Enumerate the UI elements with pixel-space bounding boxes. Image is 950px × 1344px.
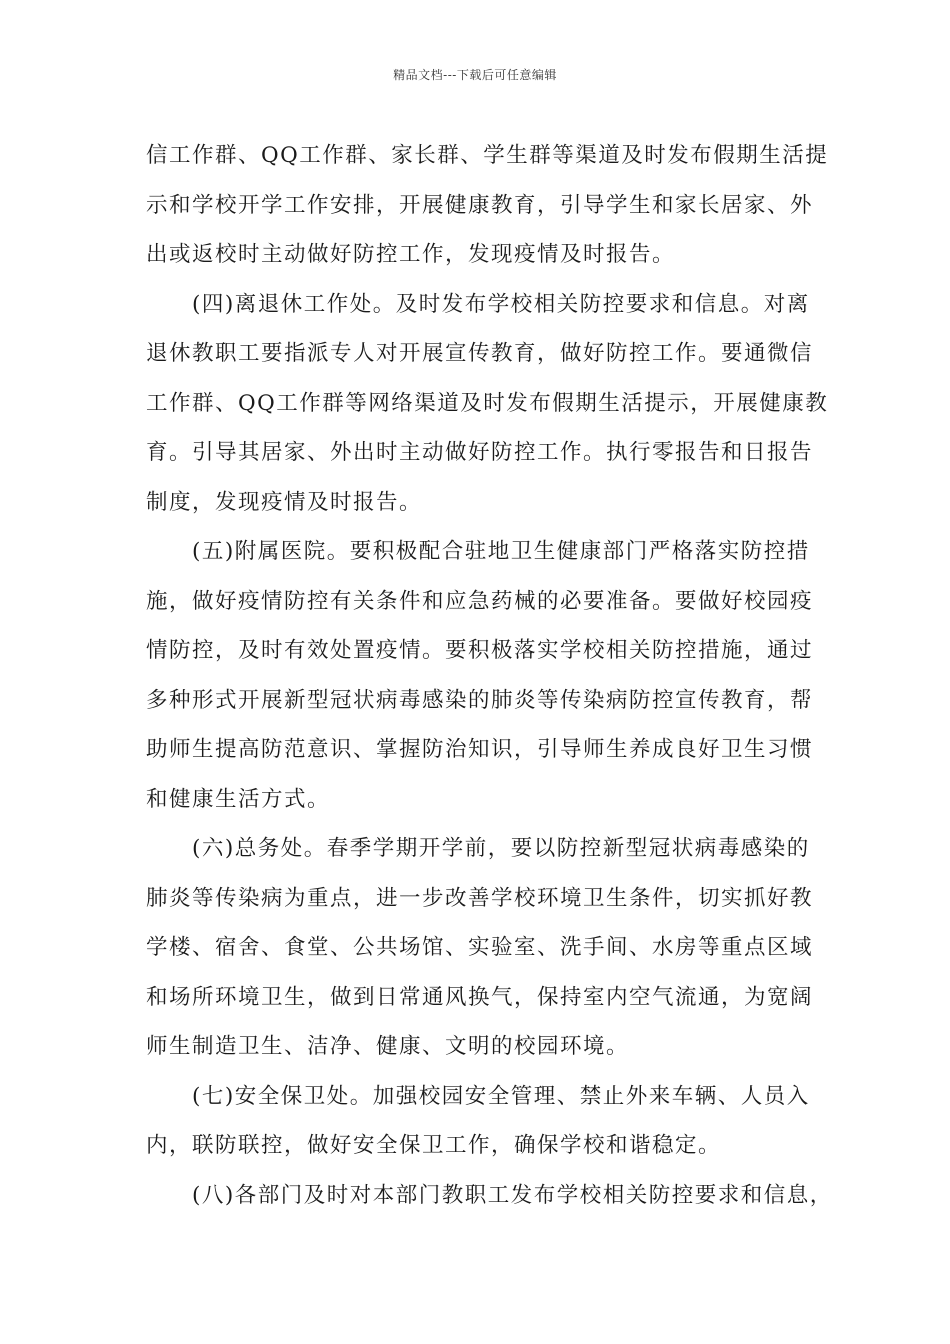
paragraph-security-office <box>146 1072 810 1171</box>
text-line: 育。引导其居家、外出时主动做好防控工作。执行零报告和日报告 <box>146 440 814 465</box>
paragraph-general-affairs <box>146 824 814 1072</box>
text-line: 肺炎等传染病为重点，进一步改善学校环境卫生条件，切实抓好教 <box>146 885 814 911</box>
page-header: 精品文档---下载后可任意编辑 <box>393 68 557 82</box>
text-line: (七)安全保卫处。加强校园安全管理、禁止外来车辆、人员入 <box>192 1083 810 1109</box>
text-line: 退休教职工要指派专人对开展宣传教育，做好防控工作。要通微信 <box>146 341 814 366</box>
text-line: 和场所环境卫生，做到日常通风换气，保持室内空气流通，为宽阔 <box>146 984 814 1010</box>
text-line: (八)各部门及时对本部门教职工发布学校相关防控要求和信息， <box>192 1182 833 1208</box>
paragraph-continuation <box>146 131 829 280</box>
paragraph-retirement-office <box>146 280 829 528</box>
document-body <box>146 131 833 1220</box>
text-line: 施，做好疫情防控有关条件和应急药械的必要准备。要做好校园疫 <box>146 588 814 614</box>
text-line: 情防控，及时有效处置疫情。要积极落实学校相关防控措施，通过 <box>146 638 814 663</box>
text-line: 内，联防联控，做好安全保卫工作，确保学校和谐稳定。 <box>146 1133 722 1158</box>
text-line: 和健康生活方式。 <box>146 786 331 812</box>
text-line: 助师生提高防范意识、掌握防治知识，引导师生养成良好卫生习惯 <box>146 737 814 762</box>
text-line: 工作群、QQ工作群等网络渠道及时发布假期生活提示，开展健康教 <box>146 390 829 416</box>
text-line: (四)离退休工作处。及时发布学校相关防控要求和信息。对离 <box>192 291 810 317</box>
text-line: 信工作群、QQ工作群、家长群、学生群等渠道及时发布假期生活提 <box>146 143 829 168</box>
text-line: 师生制造卫生、洁净、健康、文明的校园环境。 <box>146 1034 630 1059</box>
text-line: 示和学校开学工作安排，开展健康教育，引导学生和家长居家、外 <box>146 192 814 218</box>
text-line: (五)附属医院。要积极配合驻地卫生健康部门严格落实防控措 <box>192 539 810 564</box>
text-line: 出或返校时主动做好防控工作，发现疫情及时报告。 <box>146 242 676 267</box>
paragraph-all-departments <box>146 1171 833 1221</box>
text-line: (六)总务处。春季学期开学前，要以防控新型冠状病毒感染的 <box>192 836 810 861</box>
text-line: 多种形式开展新型冠状病毒感染的肺炎等传染病防控宣传教育，帮 <box>146 687 814 713</box>
text-line: 制度，发现疫情及时报告。 <box>146 489 423 515</box>
text-line: 学楼、宿舍、食堂、公共场馆、实验室、洗手间、水房等重点区域 <box>146 935 814 960</box>
paragraph-affiliated-hospital <box>146 527 814 824</box>
